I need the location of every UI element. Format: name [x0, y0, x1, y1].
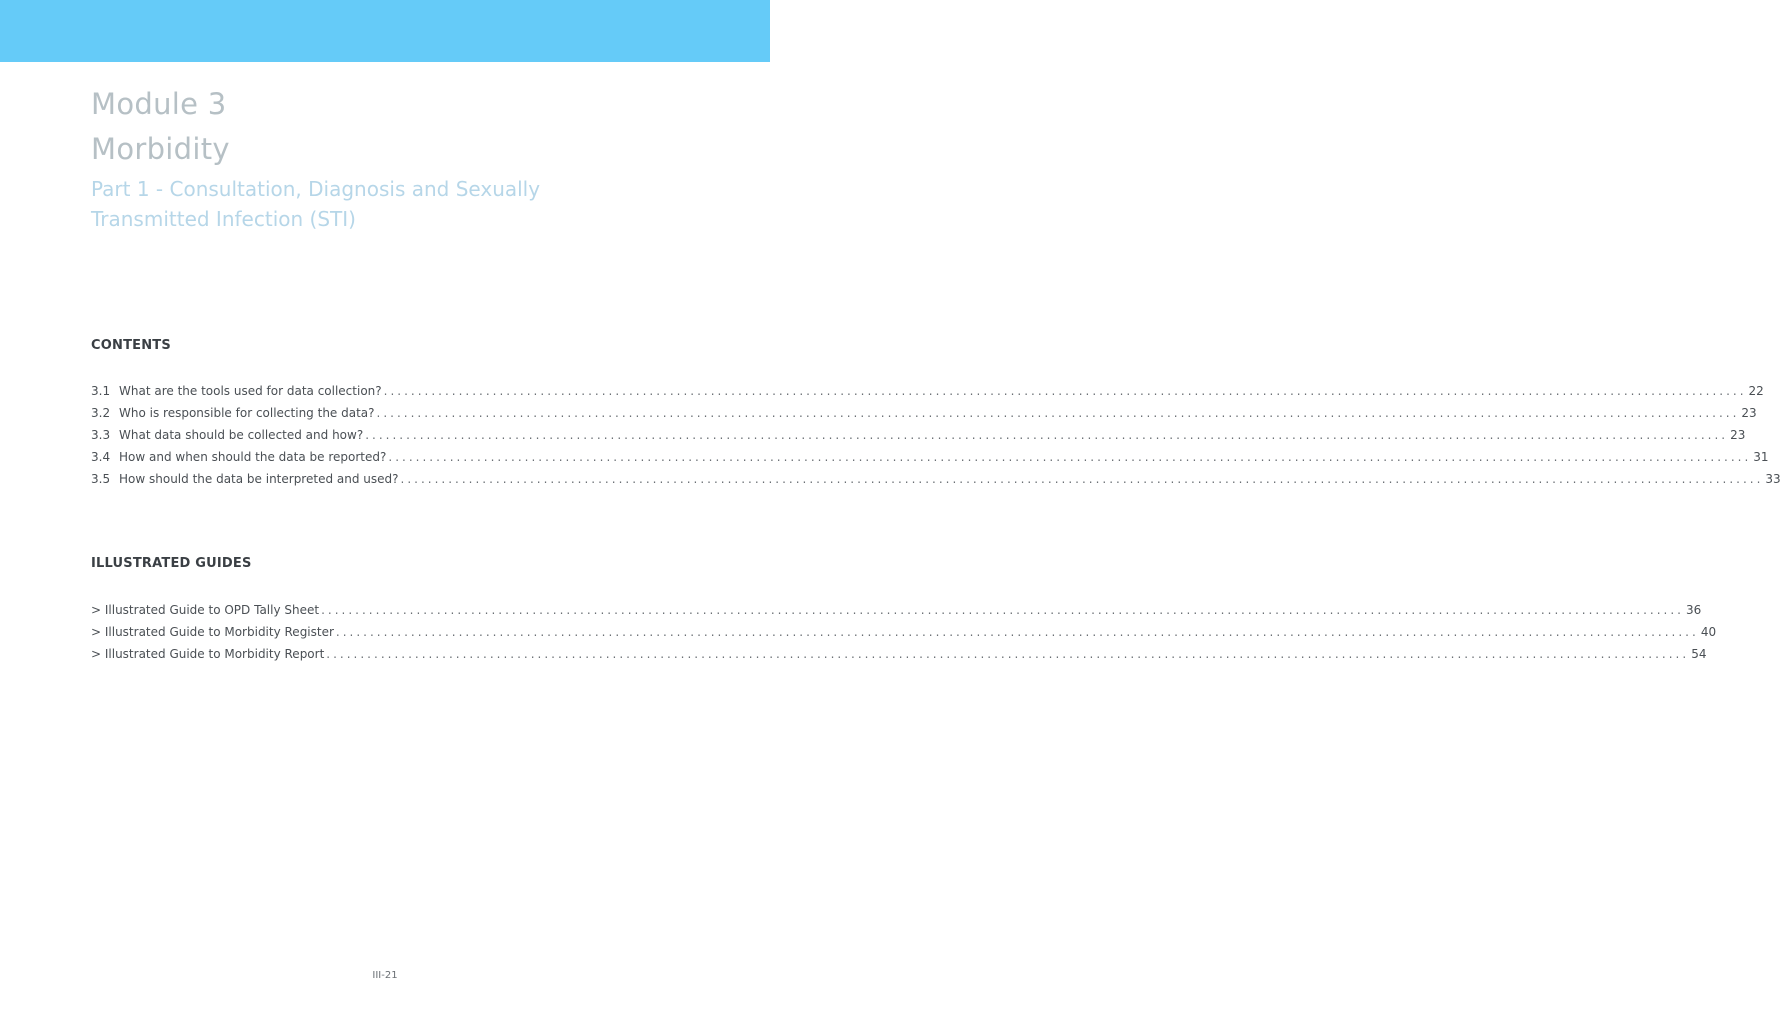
part-title-line2: Transmitted Infection (STI) — [91, 207, 356, 231]
dot-leader: ........................................................................................................................................................................................................ — [400, 472, 1764, 486]
illustrated-guides-heading: ILLUSTRATED GUIDES — [91, 556, 252, 571]
toc-entry-number: 3.3 — [91, 428, 111, 442]
guide-entry[interactable] — [91, 621, 1717, 643]
module-title-line2: Morbidity — [91, 132, 230, 166]
toc-entry-page: 23 — [1730, 428, 1746, 442]
guide-entry-title: > Illustrated Guide to Morbidity Register — [91, 625, 334, 639]
toc-entry-title: How and when should the data be reported? — [119, 450, 387, 464]
toc-entry-number: 3.2 — [91, 406, 111, 420]
toc-entry[interactable] — [91, 402, 1757, 424]
contents-list — [91, 380, 1781, 490]
part-title — [91, 174, 631, 234]
toc-entry-number: 3.5 — [91, 472, 111, 486]
toc-entry-title: How should the data be interpreted and used? — [119, 472, 399, 486]
toc-entry-title: Who is responsible for collecting the data? — [119, 406, 375, 420]
page-number: III-21 — [372, 970, 398, 981]
toc-entry[interactable] — [91, 380, 1764, 402]
guide-entry-page: 40 — [1700, 625, 1717, 639]
dot-leader: ........................................................................................................................................................................................................ — [321, 603, 1684, 617]
guide-entry-page: 36 — [1685, 603, 1702, 617]
toc-entry-number: 3.4 — [91, 450, 111, 464]
toc-entry-title: What data should be collected and how? — [119, 428, 364, 442]
guide-entry-title: > Illustrated Guide to OPD Tally Sheet — [91, 603, 320, 617]
toc-entry-page: 33 — [1765, 472, 1781, 486]
guide-entry-page: 54 — [1691, 647, 1707, 661]
dot-leader: ........................................................................................................................................................................................................ — [335, 625, 1699, 639]
guide-entry-title: > Illustrated Guide to Morbidity Report — [91, 647, 325, 661]
toc-entry[interactable] — [91, 424, 1746, 446]
module-title — [91, 82, 230, 172]
contents-heading: CONTENTS — [91, 338, 171, 353]
illustrated-guides-list — [91, 599, 1717, 665]
toc-entry-page: 31 — [1753, 450, 1769, 464]
toc-entry-title: What are the tools used for data collection? — [119, 384, 382, 398]
guide-entry[interactable] — [91, 643, 1707, 665]
dot-leader: ........................................................................................................................................................................................................ — [376, 406, 1740, 420]
toc-entry-page: 23 — [1741, 406, 1757, 420]
toc-entry[interactable] — [91, 468, 1781, 490]
top-color-band — [0, 0, 770, 62]
dot-leader: ........................................................................................................................................................................................................ — [365, 428, 1729, 442]
module-title-line1: Module 3 — [91, 87, 227, 121]
dot-leader: ........................................................................................................................................................................................................ — [383, 384, 1747, 398]
part-title-line1: Part 1 - Consultation, Diagnosis and Sexually — [91, 177, 541, 201]
toc-entry-number: 3.1 — [91, 384, 111, 398]
dot-leader: ........................................................................................................................................................................................................ — [326, 647, 1690, 661]
guide-entry[interactable] — [91, 599, 1702, 621]
toc-entry[interactable] — [91, 446, 1769, 468]
toc-entry-page: 22 — [1748, 384, 1764, 398]
dot-leader: ........................................................................................................................................................................................................ — [388, 450, 1752, 464]
